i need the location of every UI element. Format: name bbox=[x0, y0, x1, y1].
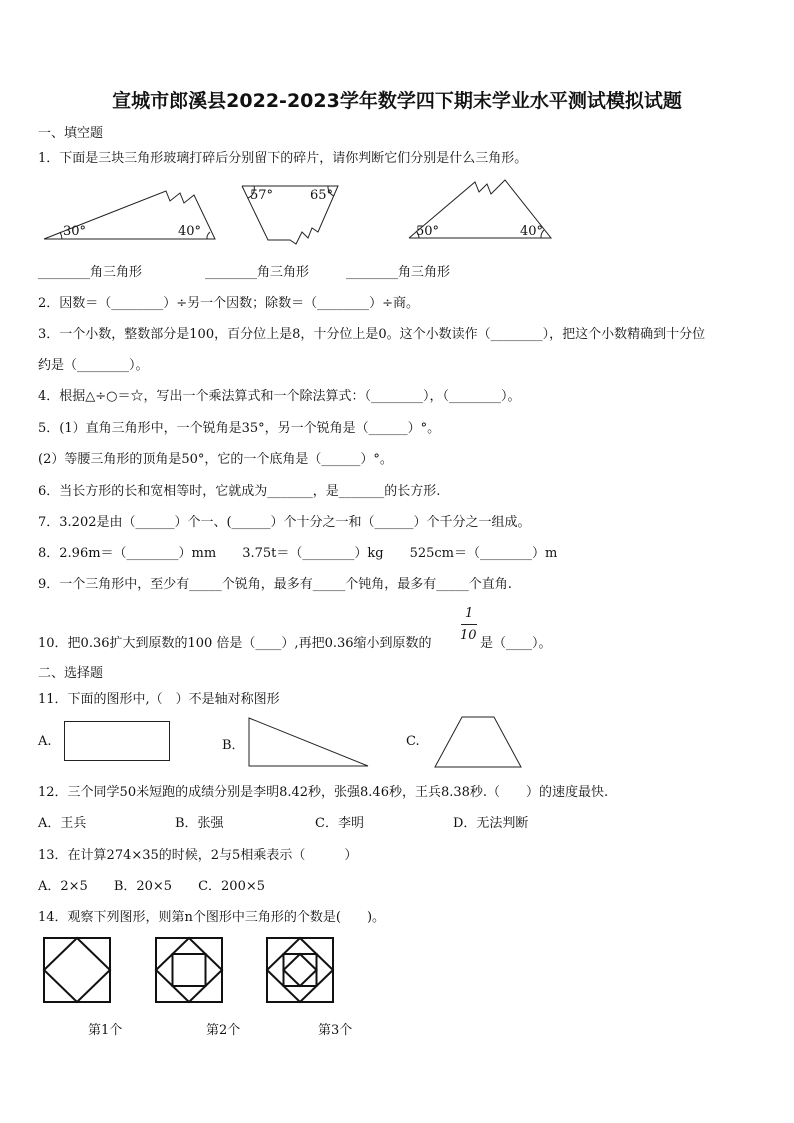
angle-label: 57° bbox=[250, 188, 274, 203]
section-fill-blank: 一、填空题 bbox=[38, 126, 104, 141]
pattern-figure-2 bbox=[155, 937, 223, 1003]
angle-label: 65° bbox=[310, 188, 334, 203]
fraction-denominator: 10 bbox=[460, 628, 477, 643]
fraction-bar bbox=[461, 624, 477, 625]
question-2: 2．因数＝（________）÷另一个因数；除数＝（________）÷商。 bbox=[38, 296, 420, 311]
option-c[interactable]: C．李明 bbox=[315, 816, 364, 831]
question-5-part-2: (2）等腰三角形的顶角是50°，它的一个底角是（______）°。 bbox=[38, 452, 393, 467]
trapezoid-shape bbox=[434, 716, 522, 768]
question-14: 14．观察下列图形，则第n个图形中三角形的个数是( )。 bbox=[38, 910, 386, 925]
question-10: 10．把0.36扩大到原数的100 倍是（____）,再把0.36缩小到原数的 bbox=[38, 636, 432, 651]
question-3-cont: 约是（________）。 bbox=[38, 358, 149, 373]
angle-label: 30° bbox=[63, 224, 87, 239]
section-choice: 二、选择题 bbox=[38, 666, 104, 681]
fraction-numerator: 1 bbox=[465, 606, 474, 621]
question-10-cont: 是（____）。 bbox=[480, 636, 552, 651]
figure-label: 第3个 bbox=[318, 1023, 353, 1038]
question-7: 7．3.202是由（______）个一、(______）个十分之一和（______）个千分之一组成。 bbox=[38, 515, 531, 530]
angle-label: 40° bbox=[520, 224, 544, 239]
question-6: 6．当长方形的长和宽相等时，它就成为_______，是_______的长方形. bbox=[38, 484, 441, 499]
question-8: 8．2.96m＝（________）mm 3.75t＝（________）kg 525cm＝（________）m bbox=[38, 546, 558, 561]
question-9: 9．一个三角形中，至少有_____个锐角，最多有_____个钝角，最多有_____个直角. bbox=[38, 577, 512, 592]
answer-blank[interactable]: ________角三角形 bbox=[38, 265, 143, 280]
rectangle-shape bbox=[64, 721, 170, 761]
option-a[interactable]: A. bbox=[38, 734, 52, 749]
option-d[interactable]: D．无法判断 bbox=[453, 816, 529, 831]
option-b[interactable]: B．张强 bbox=[175, 816, 224, 831]
pattern-figure-1 bbox=[43, 937, 111, 1003]
question-13: 13．在计算274×35的时候，2与5相乘表示（ ） bbox=[38, 848, 358, 863]
option-b[interactable]: B． bbox=[222, 738, 245, 753]
page-title: 宣城市郎溪县2022-2023学年数学四下期末学业水平测试模拟试题 bbox=[112, 90, 682, 112]
right-triangle-shape bbox=[248, 717, 370, 767]
figure-label: 第1个 bbox=[88, 1023, 123, 1038]
question-13-options[interactable]: A．2×5 B．20×5 C．200×5 bbox=[38, 879, 266, 894]
answer-blank[interactable]: ________角三角形 bbox=[346, 265, 451, 280]
answer-blank[interactable]: ________角三角形 bbox=[205, 265, 310, 280]
angle-label: 40° bbox=[178, 224, 202, 239]
option-a[interactable]: A．王兵 bbox=[38, 816, 87, 831]
question-11: 11．下面的图形中,（ ）不是轴对称图形 bbox=[38, 692, 280, 707]
angle-label: 50° bbox=[416, 224, 440, 239]
pattern-figure-3 bbox=[266, 937, 334, 1003]
question-1: 1．下面是三块三角形玻璃打碎后分别留下的碎片，请你判断它们分别是什么三角形。 bbox=[38, 151, 528, 166]
question-4: 4．根据△÷○＝☆，写出一个乘法算式和一个除法算式：（________），（________）。 bbox=[38, 389, 521, 404]
figure-label: 第2个 bbox=[206, 1023, 241, 1038]
question-3: 3．一个小数，整数部分是100，百分位上是8，十分位上是0。这个小数读作（________），把这个小数精确到十分位 bbox=[38, 327, 706, 342]
question-5-part-1: 5．(1）直角三角形中，一个锐角是35°，另一个锐角是（______）°。 bbox=[38, 421, 441, 436]
question-12: 12．三个同学50米短跑的成绩分别是李明8.42秒，张强8.46秒，王兵8.38秒.（ ）的速度最快. bbox=[38, 785, 609, 800]
option-c[interactable]: C. bbox=[406, 734, 420, 749]
